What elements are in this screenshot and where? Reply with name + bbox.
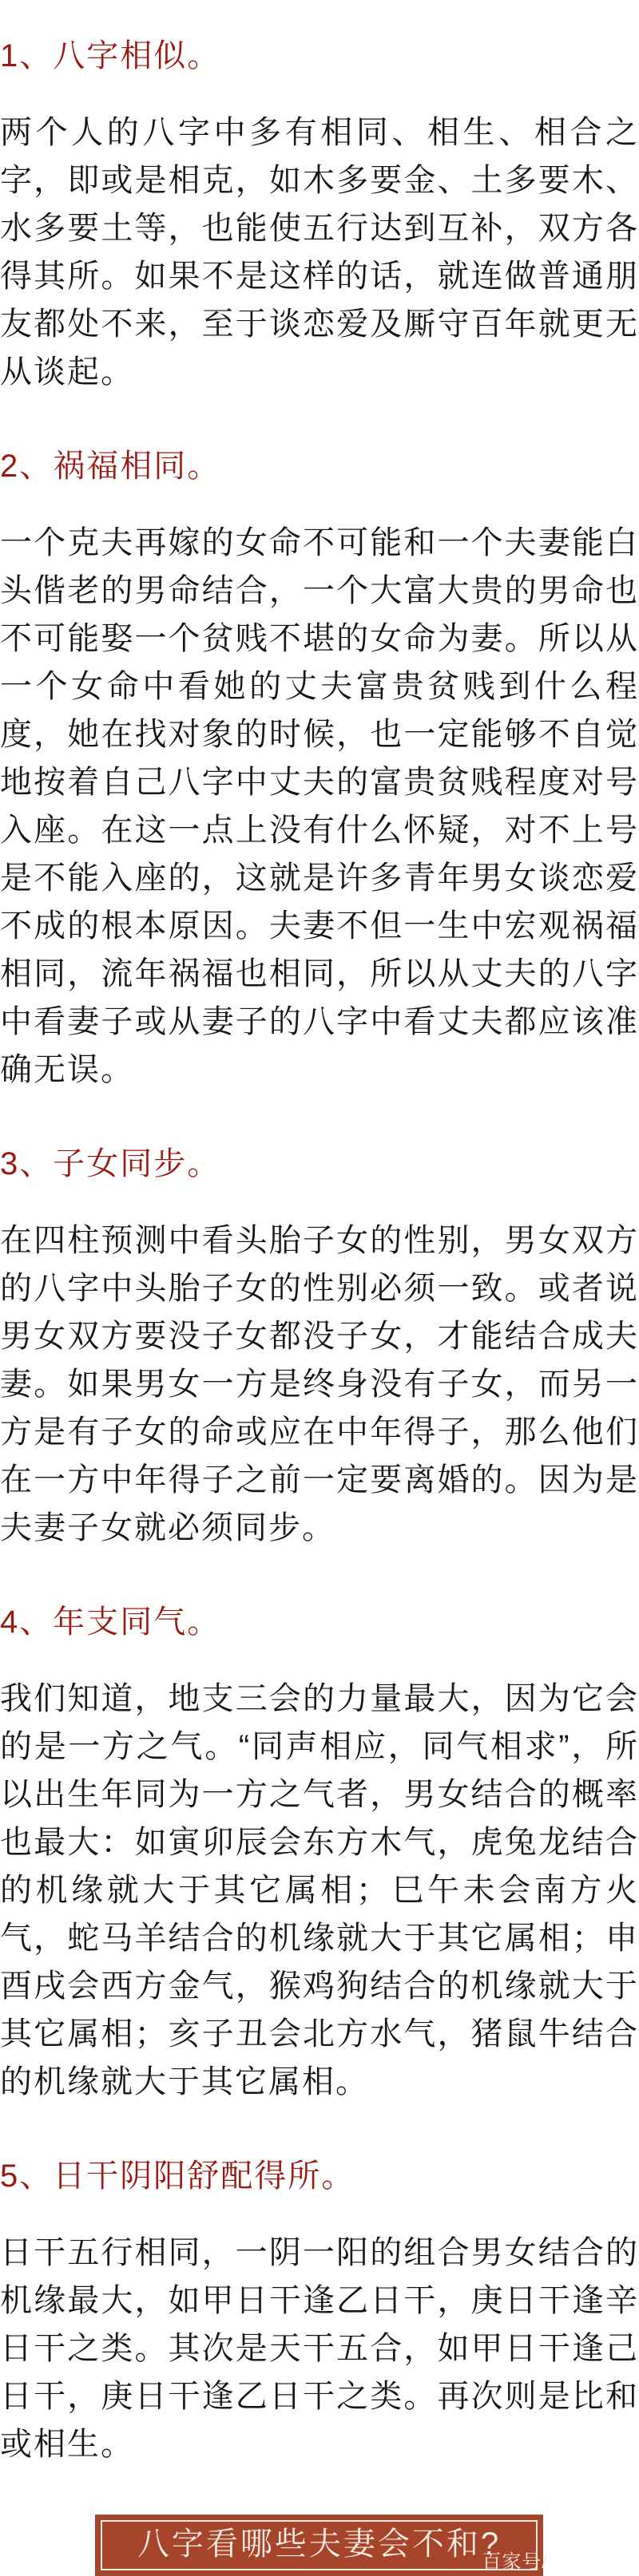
baijiahao-watermark: 百家号/: [482, 2551, 548, 2573]
section-heading-4: 4、年支同气。: [0, 1605, 221, 1640]
section-paragraph-3: 在四柱预测中看头胎子女的性别，男女双方的八字中头胎子女的性别必须一致。或者说男女双方要没子女都没子女，才能结合成夫妻。如果男女一方是终身没有子女，而另一方是有子女的命或应在中年得子，那么他们在一方中年得子之前一定要离婚的。因为是夫妻子女就必须同步。: [0, 1223, 639, 1545]
related-article-banner[interactable]: [95, 2515, 548, 2576]
banner-title: 八字看哪些夫妻会不和?: [137, 2526, 502, 2562]
section-heading-5: 5、日干阴阳舒配得所。: [0, 2159, 355, 2194]
section-paragraph-4: 我们知道，地支三会的力量最大，因为它会的是一方之气。“同声相应，同气相求”，所以出生年同为一方之气者，男女结合的概率也最大：如寅卯辰会东方木气，虎兔龙结合的机缘就大于其它属相；巳午未会南方火气，蛇马羊结合的机缘就大于其它属相；申酉戌会西方金气，猴鸡狗结合的机缘就大于其它属相；亥子丑会北方水气，猪鼠牛结合的机缘就大于其它属相。: [0, 1681, 639, 2099]
section-heading-2: 2、祸福相同。: [0, 449, 221, 484]
section-heading-3: 3、子女同步。: [0, 1146, 221, 1181]
section-heading-1: 1、八字相似。: [0, 38, 221, 73]
section-paragraph-5: 日干五行相同，一阴一阳的组合男女结合的机缘最大，如甲日干逢乙日干，庚日干逢辛日干之类。其次是天干五合，如甲日干逢己日干，庚日干逢乙日干之类。再次则是比和或相生。: [0, 2235, 639, 2462]
section-paragraph-1: 两个人的八字中多有相同、相生、相合之字，即或是相克，如木多要金、土多要木、水多要土等，也能使五行达到互补，双方各得其所。如果不是这样的话，就连做普通朋友都处不来，至于谈恋爱及厮守百年就更无从谈起。: [0, 115, 639, 390]
section-paragraph-2: 一个克夫再嫁的女命不可能和一个夫妻能白头偕老的男命结合，一个大富大贵的男命也不可能娶一个贫贱不堪的女命为妻。所以从一个女命中看她的丈夫富贵贫贱到什么程度，她在找对象的时候，也一定能够不自觉地按着自己八字中丈夫的富贵贫贱程度对号入座。在这一点上没有什么怀疑，对不上号是不能入座的，这就是许多青年男女谈恋爱不成的根本原因。夫妻不但一生中宏观祸福相同，流年祸福也相同，所以从丈夫的八字中看妻子或从妻子的八字中看丈夫都应该准确无误。: [0, 525, 639, 1087]
